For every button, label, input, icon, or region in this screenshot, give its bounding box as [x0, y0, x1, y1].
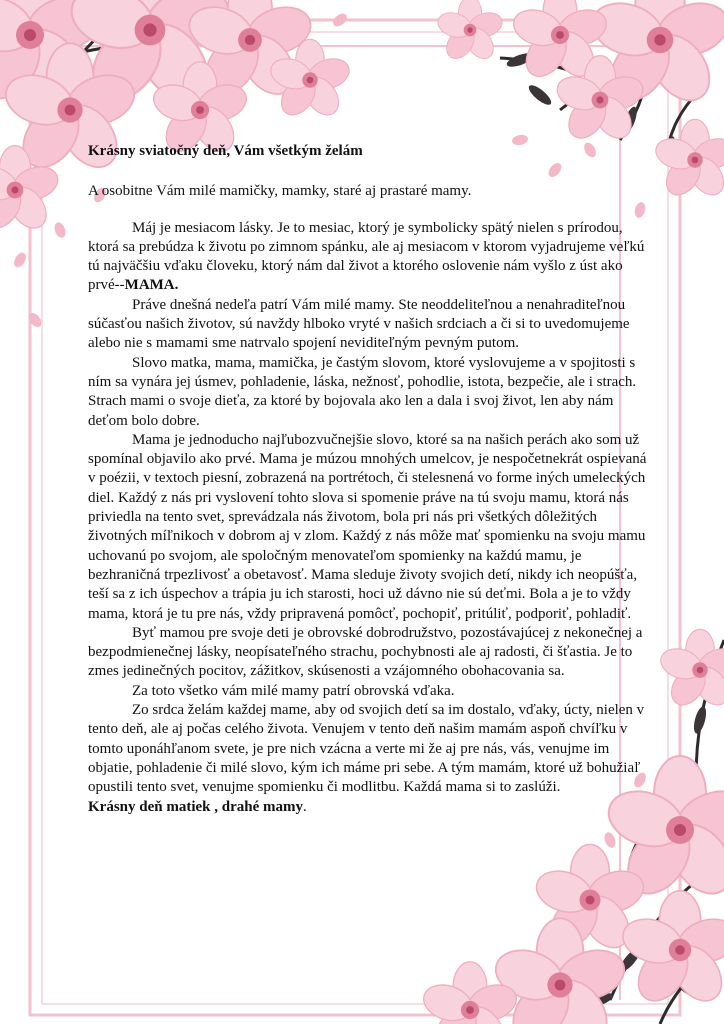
paragraph-wishes: Zo srdca želám každej mame, aby od svojich detí sa im dostalo, vďaky, úcty, nielen v tento deň, ale aj počas celého života. Venujem v tento deň našim mamám aspoň chvíľku v tomto uponáhľanom svete, je pre nich vzácna a verte mi že aj pre nás, vás, venujme im objatie, pohladenie či milé slovo, kým ich máme pri sebe. A tým mamám, ktoré už bohužiaľ opustili tento svet, venujme spomienku či modlitbu. Každá mama si to zaslúži. [88, 702, 645, 796]
letter-text [88, 142, 648, 817]
paragraph-may-end [88, 276, 648, 295]
closing-greeting: Krásny deň matiek , drahé mamy [88, 798, 303, 815]
paragraph-being-mother: Byť mamou pre svoje deti je obrovské dobrodružstvo, pozostávajúcej z nekonečnej a bezpodmienečnej lásky, neopísateľného strachu, pochybnosti ale aj radosti, či šťastia. Je to zmes jedinečných pocitov, zážitkov, skúsenosti a vzájomného obohacovania sa. [88, 624, 643, 680]
closing-line [88, 798, 648, 817]
letter-subtitle: A osobitne Vám milé mamičky, mamky, staré aj prastaré mamy. [88, 183, 472, 200]
paragraph-word-mother: Slovo matka, mama, mamička, je častým slovom, ktoré vyslovujeme a v spojitosti s ním sa vynára jej úsmev, pohladenie, láska, nežnosť, pohodlie, istota, bezpečie, ale i strach. Strach mami o svoje dieťa, za ktoré by bojovala ako len a dala i svoj život, len aby nám deťom bolo dobre. [88, 354, 637, 429]
paragraph-thanks: Za toto všetko vám milé mamy patrí obrovská vďaka. [132, 682, 455, 699]
letter-title: Krásny sviatočný deň, Vám všetkým želám [88, 143, 363, 159]
paragraph-may-end-mama: MAMA. [124, 277, 179, 294]
paragraph-may-end-prefix: prvé-- [88, 277, 125, 294]
paragraph-may: Máj je mesiacom lásky. Je to mesiac, ktorý je symbolicky spätý nielen s prírodou, ktorá sa prebúdza k životu po zimnom spánku, ale aj mesiacom v ktorom vyjadrujeme veľkú tú najväčšiu vďaku človeku, ktorý nám dal život a ktorého oslovenie nám vyšlo z úst ako [88, 219, 645, 275]
paragraph-sweetest-word: Mama je jednoducho najľubozvučnejšie slovo, ktoré sa na našich perách ako som už spomínal objavilo ako prvé. Mama je múzou mnohých umelcov, je nespočetnekrát ospievaná v poézii, v textoch piesní, zobrazená na portrétoch, či stelesnená vo forme iných umeleckých diel. Každý z nás pri vyslovení tohto slova si spomenie práve na tú svoju mamu, ktorá nás priviedla na tento svet, sprevádzala nás životom, bola pri nás pri všetkých dôležitých životných míľnikoch v dobrom aj v zlom. Každý z nás môže mať spomienku na svoju mamu uchovanú po svojom, ale spoločným menovateľom spomienky na každú mamu, je bezhraničná trpezlivosť a obetavosť. Mama sleduje životy svojich detí, nikdy ich neopúšťa, teší sa z ich úspechov a trápia ju ich starosti, hoci už dávno nie sú deťmi. Bola a je to vždy mama, ktorá je tu pre nás, vždy pripravená pomôcť, pochopiť, pritúliť, podporiť, pohladiť. [88, 431, 647, 622]
closing-period: . [303, 798, 307, 815]
paragraph-sunday: Práve dnešná nedeľa patrí Vám milé mamy. Ste neoddeliteľnou a nenahraditeľnou súčasťou našich životov, sú navždy hlboko vryté v našich srdciach a či si to uvedomujeme alebo nie s mamami sme natrvalo spojení neviditeľným pevným putom. [88, 296, 630, 352]
